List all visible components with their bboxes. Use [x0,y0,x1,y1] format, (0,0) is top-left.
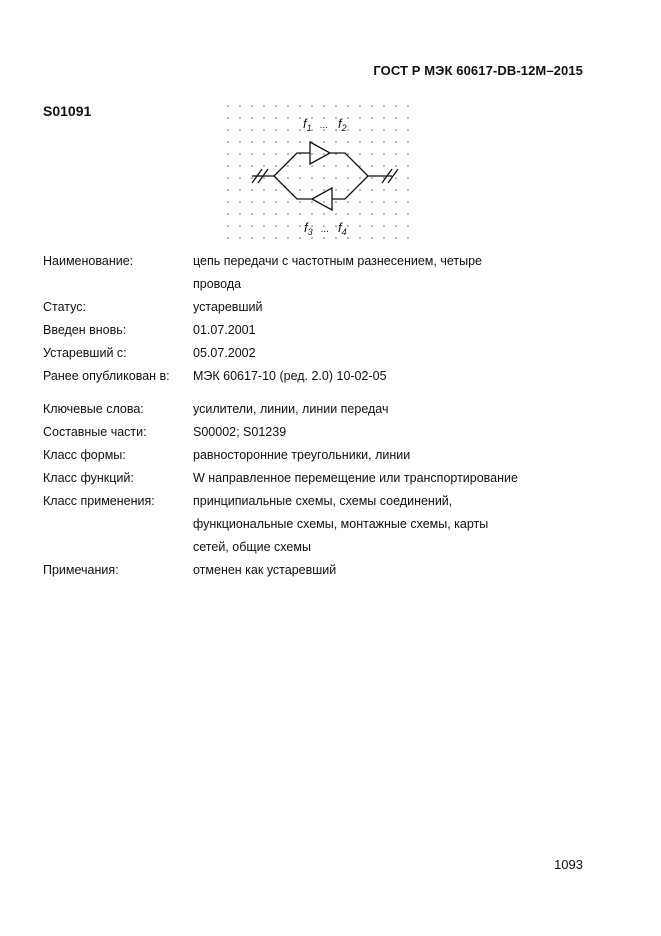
grid-dot [407,153,409,155]
property-value: 01.07.2001 [193,323,256,337]
grid-dot [323,165,325,167]
property-row-keywords [43,398,583,421]
grid-dot [395,237,397,239]
grid-dot [227,105,229,107]
lower-branch [274,176,312,199]
grid-dot [359,189,361,191]
property-value-line: функциональные схемы, монтажные схемы, карты [193,517,489,531]
grid-dot [371,201,373,203]
grid-dot [395,213,397,215]
property-label: Класс формы: [43,448,126,462]
grid-dot [347,237,349,239]
grid-dot [335,177,337,179]
grid-dot [311,117,313,119]
grid-dot [239,177,241,179]
grid-dot [227,225,229,227]
property-label: Примечания: [43,563,119,577]
grid-dot [395,177,397,179]
grid-dot [359,237,361,239]
grid-dot [359,213,361,215]
grid-dot [299,225,301,227]
grid-dot [371,141,373,143]
grid-dot [407,117,409,119]
grid-dot [239,141,241,143]
symbol-diagram [222,100,422,250]
upper-amplifier-triangle [310,142,330,164]
grid-dot [263,117,265,119]
diagram-grid [227,105,409,239]
grid-dot [395,225,397,227]
grid-dot [407,201,409,203]
grid-dot [383,129,385,131]
grid-dot [323,213,325,215]
grid-dot [239,153,241,155]
grid-dot [371,153,373,155]
property-value: равносторонние треугольники, линии [193,448,411,462]
property-value: устаревший [193,300,263,314]
grid-dot [323,105,325,107]
grid-dot [347,225,349,227]
grid-dot [287,237,289,239]
grid-dot [275,117,277,119]
grid-dot [359,141,361,143]
grid-dot [263,177,265,179]
property-value-line: цепь передачи с частотным разнесением, четыре [193,254,482,268]
label-dots-bottom: ... [321,224,330,235]
grid-dot [227,165,229,167]
property-label: Введен вновь: [43,323,127,337]
property-label: Устаревший с: [43,346,127,360]
grid-dot [299,129,301,131]
upper-branch [274,153,310,176]
grid-dot [227,141,229,143]
grid-dot [383,165,385,167]
grid-dot [239,225,241,227]
symbol-code: S01091 [43,103,92,119]
property-row-name [43,250,583,296]
grid-dot [287,225,289,227]
grid-dot [347,105,349,107]
grid-dot [359,117,361,119]
grid-dot [287,213,289,215]
grid-dot [311,177,313,179]
grid-dot [299,189,301,191]
grid-dot [263,213,265,215]
property-value [193,250,583,296]
grid-dot [311,213,313,215]
grid-dot [251,141,253,143]
grid-dot [299,165,301,167]
grid-dot [359,153,361,155]
label-f1: $f_1$ [303,116,312,133]
grid-dot [311,105,313,107]
grid-dot [347,213,349,215]
grid-dot [311,153,313,155]
grid-dot [275,141,277,143]
grid-dot [371,237,373,239]
grid-dot [383,201,385,203]
grid-dot [347,129,349,131]
property-value: S00002; S01239 [193,425,287,439]
grid-dot [359,225,361,227]
grid-dot [251,105,253,107]
grid-dot [251,237,253,239]
grid-dot [323,117,325,119]
property-value: усилители, линии, линии передач [193,402,389,416]
grid-dot [299,213,301,215]
grid-dot [371,225,373,227]
property-row-shape-class [43,444,583,467]
grid-dot [383,105,385,107]
grid-dot [371,165,373,167]
grid-dot [275,165,277,167]
grid-dot [323,237,325,239]
property-row-obsolete-since [43,342,583,365]
grid-dot [299,237,301,239]
grid-dot [335,105,337,107]
grid-dot [383,117,385,119]
grid-dot [275,189,277,191]
property-row-status [43,296,583,319]
grid-dot [227,117,229,119]
property-value-line: принципиальные схемы, схемы соединений, [193,494,453,508]
grid-dot [335,141,337,143]
grid-dot [287,105,289,107]
label-dots-top: ... [320,120,329,131]
grid-dot [287,141,289,143]
grid-dot [275,153,277,155]
grid-dot [275,225,277,227]
grid-dot [371,177,373,179]
grid-dot [311,201,313,203]
property-label: Ключевые слова: [43,402,144,416]
grid-dot [275,129,277,131]
grid-dot [251,189,253,191]
grid-dot [251,201,253,203]
property-value: отменен как устаревший [193,563,337,577]
grid-dot [371,129,373,131]
grid-dot [251,165,253,167]
grid-dot [395,201,397,203]
grid-dot [239,105,241,107]
grid-dot [239,165,241,167]
grid-dot [407,165,409,167]
grid-dot [263,105,265,107]
grid-dot [383,225,385,227]
property-row-application-class [43,490,583,559]
document-header: ГОСТ Р МЭК 60617-DB-12M–2015 [373,63,583,78]
grid-dot [239,213,241,215]
grid-dot [323,201,325,203]
property-label: Класс функций: [43,471,134,485]
grid-dot [407,237,409,239]
property-row-function-class [43,467,583,490]
property-value: МЭК 60617-10 (ред. 2.0) 10-02-05 [193,369,387,383]
property-row-notes [43,559,583,582]
grid-dot [275,201,277,203]
grid-dot [311,189,313,191]
grid-dot [239,129,241,131]
label-f3: $f_3$ [304,220,313,237]
grid-dot [347,117,349,119]
property-value-line: сетей, общие схемы [193,540,311,554]
grid-dot [371,189,373,191]
property-value-line: провода [193,277,242,291]
grid-dot [227,129,229,131]
grid-dot [323,189,325,191]
grid-dot [347,189,349,191]
property-row-previously-published [43,365,583,388]
property-value [193,490,583,559]
grid-dot [311,237,313,239]
grid-dot [287,129,289,131]
grid-dot [383,141,385,143]
upper-branch-right [330,153,368,176]
grid-dot [407,177,409,179]
grid-dot [395,105,397,107]
label-f4: $f_4$ [338,220,347,237]
grid-dot [311,165,313,167]
grid-dot [239,237,241,239]
grid-dot [299,105,301,107]
grid-dot [347,165,349,167]
grid-dot [359,105,361,107]
grid-dot [335,189,337,191]
grid-dot [335,213,337,215]
grid-dot [359,201,361,203]
grid-dot [347,201,349,203]
grid-dot [395,141,397,143]
grid-dot [239,189,241,191]
grid-dot [371,105,373,107]
grid-dot [263,189,265,191]
grid-dot [335,237,337,239]
property-value: 05.07.2002 [193,346,256,360]
grid-dot [371,213,373,215]
grid-dot [263,153,265,155]
grid-dot [407,105,409,107]
grid-dot [347,177,349,179]
grid-dot [407,129,409,131]
grid-dot [263,201,265,203]
grid-dot [383,153,385,155]
grid-dot [263,129,265,131]
grid-dot [299,201,301,203]
grid-dot [299,141,301,143]
grid-dot [359,177,361,179]
property-label: Составные части: [43,425,147,439]
lower-amplifier-triangle [312,188,332,210]
grid-dot [239,117,241,119]
grid-dot [275,213,277,215]
grid-dot [335,129,337,131]
grid-dot [227,153,229,155]
grid-dot [395,129,397,131]
grid-dot [251,129,253,131]
grid-dot [335,225,337,227]
grid-dot [275,237,277,239]
grid-dot [251,177,253,179]
grid-dot [239,201,241,203]
property-value: W направленное перемещение или транспортирование [193,471,518,485]
grid-dot [383,213,385,215]
property-label: Статус: [43,300,86,314]
grid-dot [383,189,385,191]
property-label: Класс применения: [43,494,155,508]
grid-dot [371,117,373,119]
grid-dot [395,117,397,119]
grid-dot [251,213,253,215]
grid-dot [323,177,325,179]
grid-dot [287,153,289,155]
property-label: Ранее опубликован в: [43,369,170,383]
grid-dot [251,117,253,119]
grid-dot [251,225,253,227]
grid-dot [335,165,337,167]
grid-dot [407,225,409,227]
grid-dot [227,201,229,203]
grid-dot [407,189,409,191]
grid-dot [287,165,289,167]
grid-dot [287,201,289,203]
grid-dot [299,177,301,179]
grid-dot [275,105,277,107]
property-label: Наименование: [43,254,134,268]
grid-dot [227,189,229,191]
grid-dot [287,177,289,179]
property-list [43,250,583,582]
grid-dot [227,213,229,215]
grid-dot [383,237,385,239]
property-row-components [43,421,583,444]
grid-dot [395,153,397,155]
grid-dot [347,141,349,143]
label-f2: $f_2$ [338,116,347,133]
grid-dot [263,237,265,239]
grid-dot [323,153,325,155]
grid-dot [395,165,397,167]
grid-dot [287,117,289,119]
grid-dot [299,117,301,119]
grid-dot [323,141,325,143]
grid-dot [335,201,337,203]
grid-dot [263,165,265,167]
grid-dot [335,117,337,119]
grid-dot [359,129,361,131]
grid-dot [227,237,229,239]
grid-dot [227,177,229,179]
grid-dot [251,153,253,155]
property-row-introduced [43,319,583,342]
grid-dot [395,189,397,191]
grid-dot [263,141,265,143]
grid-dot [263,225,265,227]
lower-branch-right [332,176,368,199]
grid-dot [407,141,409,143]
grid-dot [407,213,409,215]
page-number: 1093 [554,857,583,872]
